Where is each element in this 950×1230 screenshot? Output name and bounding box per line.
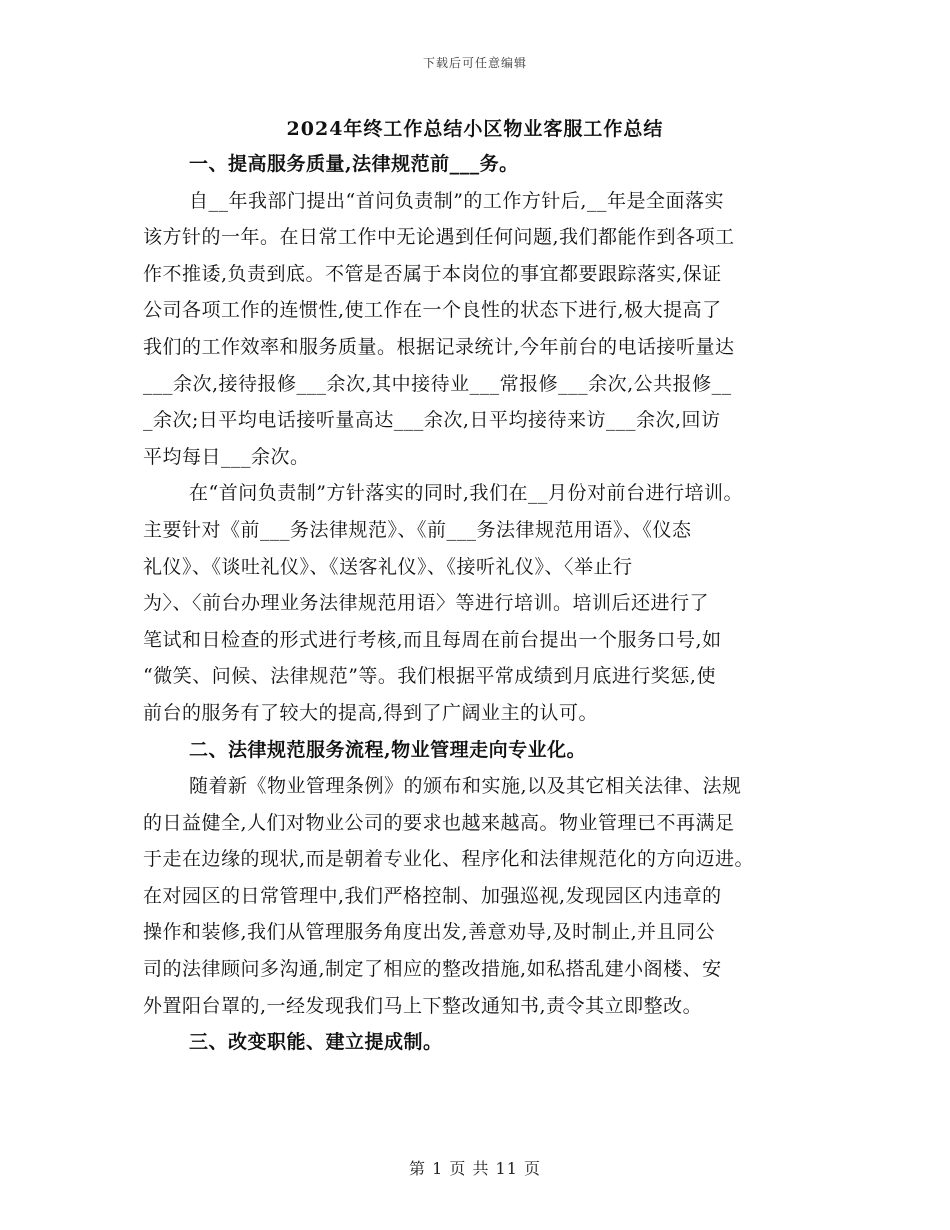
text-line: _余次;日平均电话接听量高达___余次,日平均接待来访___余次,回访 xyxy=(143,409,721,432)
text-line: 在对园区的日常管理中,我们严格控制、加强巡视,发现园区内违章的 xyxy=(143,884,722,907)
text-line: 礼仪》、《谈吐礼仪》、《送客礼仪》、《接听礼仪》、〈举止行 xyxy=(143,555,633,578)
text-line: ___余次,接待报修___余次,其中接待业___常报修___余次,公共报修__ xyxy=(143,372,732,395)
text-line: 前台的服务有了较大的提高,得到了广阔业主的认可。 xyxy=(143,701,599,724)
section-2-heading: 二、法律规范服务流程,物业管理走向专业化。 xyxy=(189,738,587,761)
text-line: 随着新《物业管理条例》的颁布和实施,以及其它相关法律、法规 xyxy=(189,775,742,798)
text-line: 于走在边缘的现状,而是朝着专业化、程序化和法律规范化的方向迈进。 xyxy=(143,848,755,871)
text-line: 司的法律顾问多沟通,制定了相应的整改措施,如私搭乱建小阁楼、安 xyxy=(143,958,722,981)
section-1-paragraph-1 xyxy=(143,183,815,476)
text-line: “微笑、问候、法律规范”等。我们根据平常成绩到月底进行奖惩,使 xyxy=(143,665,716,688)
text-line: 在“首问负责制”方针落实的同时,我们在__月份对前台进行培训。 xyxy=(189,482,743,505)
text-line: 我们的工作效率和服务质量。根据记录统计,今年前台的电话接听量达 xyxy=(143,335,735,358)
page-number: 第 1 页 共 11 页 xyxy=(409,1159,541,1178)
text-line: 外置阳台罩的,一经发现我们马上下整改通知书,责令其立即整改。 xyxy=(143,994,703,1017)
section-1-paragraph-2 xyxy=(143,475,815,731)
text-line: 操作和装修,我们从管理服务角度出发,善意劝导,及时制止,并且同公 xyxy=(143,921,716,944)
text-line: 公司各项工作的连惯性,使工作在一个良性的状态下进行,极大提高了 xyxy=(143,299,722,322)
page-header-note: 下载后可任意编辑 xyxy=(422,56,527,70)
document-title: 2024年终工作总结小区物业客服工作总结 xyxy=(286,118,664,140)
text-line: 主要针对《前___务法律规范》、《前___务法律规范用语》、《仪态 xyxy=(143,518,692,541)
text-line: 该方针的一年。在日常工作中无论遇到任何问题,我们都能作到各项工 xyxy=(143,226,735,249)
document-body xyxy=(143,146,815,1061)
section-3-heading: 三、改变职能、建立提成制。 xyxy=(189,1031,443,1054)
section-1-heading: 一、提高服务质量,法律规范前___务。 xyxy=(189,153,519,175)
text-line: 为〉、〈前台办理业务法律规范用语〉等进行培训。培训后还进行了 xyxy=(143,592,710,615)
text-line: 作不推诿,负责到底。不管是否属于本岗位的事宜都要跟踪落实,保证 xyxy=(143,262,722,285)
text-line: 自__年我部门提出“首问负责制”的工作方针后,__年是全面落实 xyxy=(189,189,724,212)
section-2-paragraph-1 xyxy=(143,768,815,1024)
text-line: 平均每日___余次。 xyxy=(143,445,310,468)
text-line: 笔试和日检查的形式进行考核,而且每周在前台提出一个服务口号,如 xyxy=(143,628,722,651)
text-line: 的日益健全,人们对物业公司的要求也越来越高。物业管理已不再满足 xyxy=(143,811,735,834)
